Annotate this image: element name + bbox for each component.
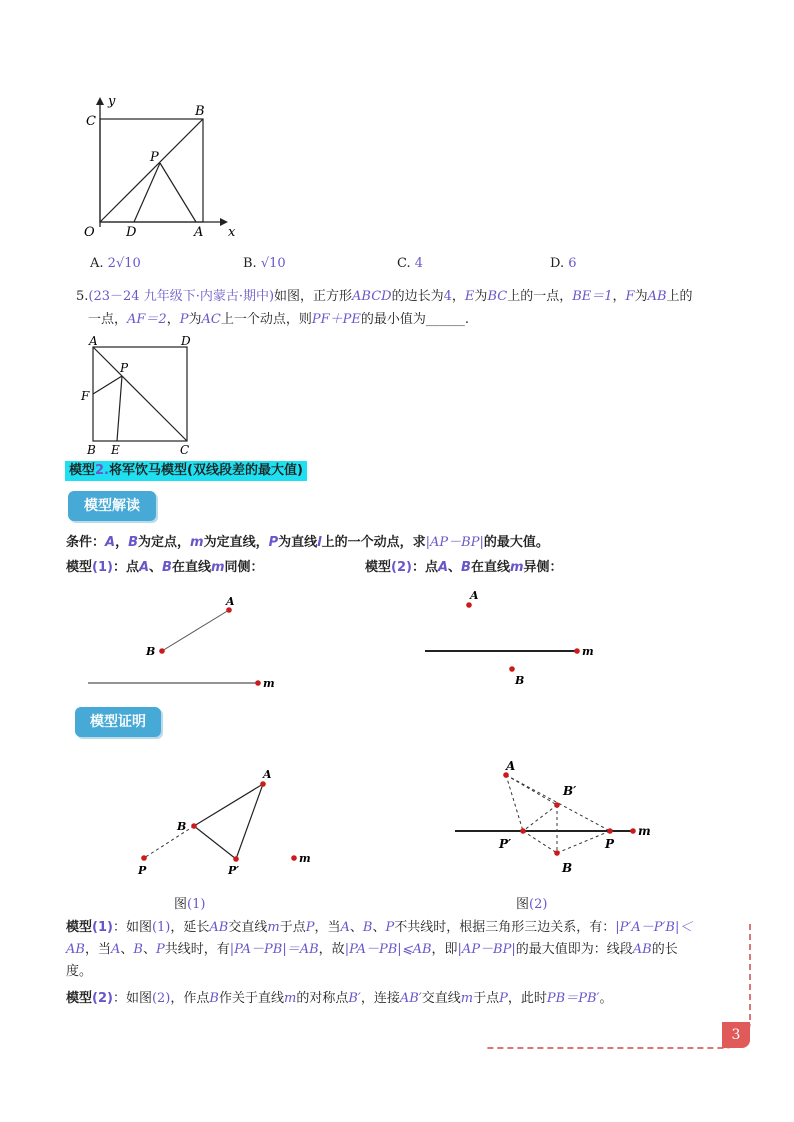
label-P-prime: P′ — [228, 864, 240, 877]
point-P — [607, 828, 613, 834]
label-E: E — [111, 443, 120, 457]
label-D: D — [126, 225, 137, 240]
label-m: m — [299, 852, 311, 865]
point-P-prime — [233, 856, 239, 862]
tag-model-proof: 模型证明 — [75, 707, 161, 737]
point-B — [554, 850, 560, 856]
point-B-prime — [554, 802, 560, 808]
model1-heading: 模型(1)：点A、B在直线m同侧： — [66, 560, 264, 575]
point-m — [574, 648, 580, 654]
label-P: P — [605, 837, 615, 851]
point-A — [503, 772, 509, 778]
label-A: A — [470, 589, 479, 602]
label-B: B — [195, 104, 205, 119]
figure-square-coordinate — [78, 92, 238, 242]
label-A: A — [506, 759, 516, 773]
label-B-prime: B′ — [563, 784, 577, 798]
tag-model-reading: 模型解读 — [68, 491, 156, 521]
model2-title: 模型2.将军饮马模型(双线段差的最大值) — [65, 461, 307, 481]
option-d: D. 6 — [550, 256, 577, 271]
point-P — [141, 855, 147, 861]
proof-figure-1 — [130, 762, 320, 882]
caption-figure-2: 图(2) — [516, 897, 548, 912]
option-b: B. √10 — [243, 256, 286, 271]
label-O: O — [84, 225, 95, 240]
diagram-model1 — [80, 590, 280, 695]
point-A — [260, 781, 266, 787]
label-C: C — [180, 443, 190, 457]
proof-figure-2 — [450, 755, 660, 880]
label-D: D — [181, 334, 191, 348]
label-m: m — [263, 677, 275, 690]
label-P-prime: P′ — [499, 837, 512, 851]
point-m — [630, 828, 636, 834]
figure-q5-square — [78, 334, 203, 459]
label-B: B — [515, 674, 525, 687]
point-m — [291, 855, 297, 861]
model2-heading: 模型(2)：点A、B在直线m异侧： — [365, 560, 563, 575]
point-B — [159, 648, 165, 654]
y-axis-arrow-icon — [96, 97, 104, 105]
caption-figure-1: 图(1) — [174, 897, 206, 912]
point-P-prime — [520, 828, 526, 834]
option-c: C. 4 — [397, 256, 424, 271]
label-P: P — [120, 361, 129, 375]
paragraph-model2: 模型(2)：如图(2)，作点B作关于直线m的对称点B′，连接AB′交直线m于点P，此时PB＝PB′。 — [66, 991, 613, 1006]
label-A: A — [226, 595, 235, 608]
label-A: A — [194, 225, 204, 240]
question-5: 5.(23－24 九年级下·内蒙古·期中)如图，正方形ABCD的边长为4，E为BC上的一点，BE＝1，F为AB上的 一点，AF＝2，P为AC上一个动点，则PF＋PE的最小值为______. — [76, 289, 693, 327]
label-C: C — [86, 114, 96, 129]
label-B: B — [146, 645, 156, 658]
label-P: P — [150, 150, 159, 165]
page-corner-decoration — [480, 920, 760, 1055]
answer-blank: ______ — [425, 312, 465, 327]
label-A: A — [263, 768, 272, 781]
label-F: F — [81, 389, 90, 403]
label-y: y — [108, 94, 116, 109]
label-x: x — [228, 225, 236, 240]
x-axis-arrow-icon — [220, 218, 228, 226]
diagram-model2 — [420, 585, 610, 695]
label-A: A — [89, 334, 98, 348]
point-A — [226, 607, 232, 613]
label-B: B — [177, 820, 187, 833]
option-a: A. 2√10 — [90, 256, 141, 271]
label-m: m — [638, 824, 651, 838]
label-P: P — [138, 864, 147, 877]
condition-line: 条件：A，B为定点，m为定直线，P为直线l上的一个动点，求|AP－BP|的最大值。 — [66, 535, 549, 550]
point-A — [466, 602, 472, 608]
point-m — [255, 680, 261, 686]
point-B — [191, 823, 197, 829]
label-m: m — [582, 645, 594, 658]
paragraph-model1: 模型(1)：如图(1)，延长AB交直线m于点P，当A、B、P不共线时，根据三角形三边关系，有：|P′A－P′B|＜ AB，当A、B、P共线时，有|PA－PB|＝AB，故|PA－PB|⩽AB，即|AP－BP|的最大值即为：线段AB的长 度。 — [66, 920, 693, 979]
label-B: B — [87, 443, 96, 457]
point-B — [509, 666, 515, 672]
label-B: B — [562, 861, 573, 875]
page-number: 3 — [722, 1022, 750, 1048]
